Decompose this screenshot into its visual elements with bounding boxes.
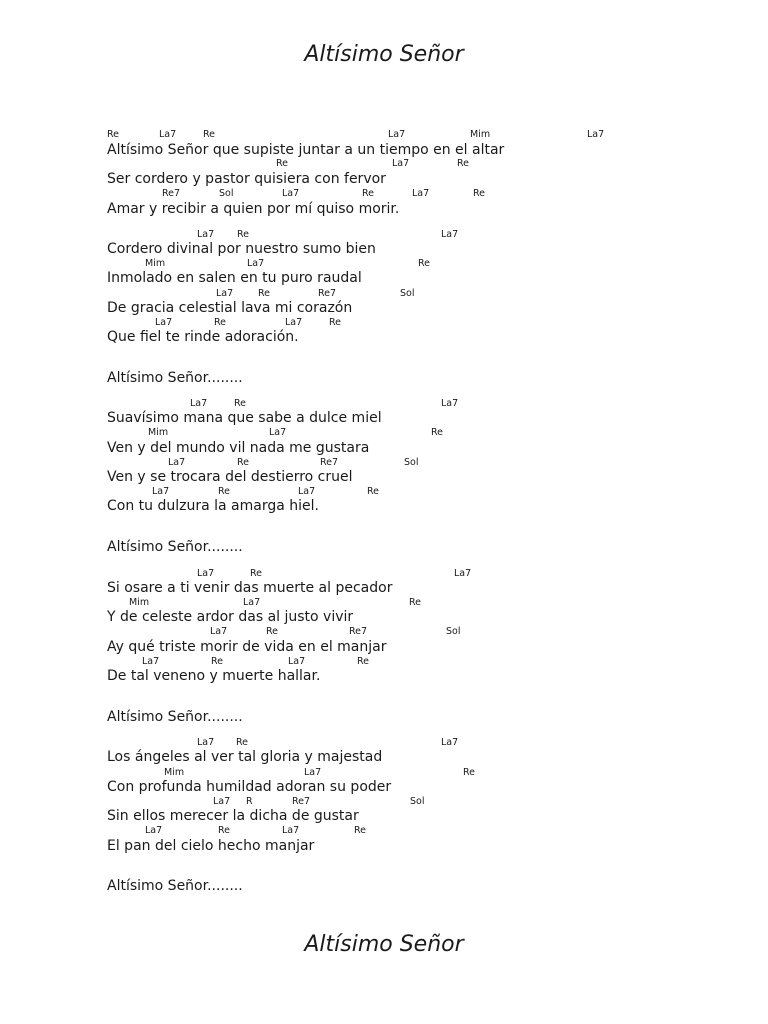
chord: Re (234, 398, 247, 409)
lyric-line: Inmolado en salen en tu puro raudal (107, 270, 362, 286)
chorus-reference: Altísimo Señor........ (107, 878, 243, 894)
chord: La7 (388, 129, 406, 140)
chord: La7 (197, 737, 215, 748)
chord: La7 (168, 457, 186, 468)
chord: Sol (404, 457, 419, 468)
lyric-line: Altísimo Señor que supiste juntar a un tiempo en el altar (107, 142, 505, 158)
lyric-line: Con profunda humildad adoran su poder (107, 779, 392, 795)
chord: La7 (190, 398, 208, 409)
chord: Mim (145, 258, 166, 269)
chord: Re (463, 767, 476, 778)
chord: La7 (392, 158, 410, 169)
chord: Re (211, 656, 224, 667)
chord: La7 (155, 317, 173, 328)
lyric-line: Si osare a ti venir das muerte al pecador (107, 580, 393, 596)
chord: Re (409, 597, 422, 608)
chord: R (246, 796, 253, 807)
chord: La7 (210, 626, 228, 637)
chord: Re (214, 317, 227, 328)
footer-title: Altísimo Señor (304, 932, 464, 957)
chord: Re7 (320, 457, 339, 468)
chord: La7 (441, 229, 459, 240)
chord: Sol (219, 188, 234, 199)
chorus-reference: Altísimo Señor........ (107, 709, 243, 725)
chord: Re (266, 626, 279, 637)
chord: La7 (152, 486, 170, 497)
chord: Sol (446, 626, 461, 637)
chord: La7 (269, 427, 287, 438)
lyric-line: De tal veneno y muerte hallar. (107, 668, 321, 684)
chord: La7 (441, 398, 459, 409)
chord: Re (218, 825, 231, 836)
lyric-line: Ven y se trocara del destierro cruel (107, 469, 353, 485)
chord: La7 (441, 737, 459, 748)
chord: La7 (159, 129, 177, 140)
chord: Re (357, 656, 370, 667)
chord: Re (457, 158, 470, 169)
chord: La7 (247, 258, 265, 269)
chord: Re (250, 568, 263, 579)
chord: La7 (145, 825, 163, 836)
chord: Re (418, 258, 431, 269)
chord: La7 (243, 597, 261, 608)
chord: Re (237, 229, 250, 240)
chord: La7 (288, 656, 306, 667)
chord: La7 (298, 486, 316, 497)
chord: Re (258, 288, 271, 299)
chord: Re7 (318, 288, 337, 299)
chord: Sol (410, 796, 425, 807)
chord: Re (236, 737, 249, 748)
page-title: Altísimo Señor (304, 42, 464, 67)
chord: Mim (164, 767, 185, 778)
lyric-line: Los ángeles al ver tal gloria y majestad (107, 749, 383, 765)
chord: Re (473, 188, 486, 199)
chord: Sol (400, 288, 415, 299)
chord: Re (237, 457, 250, 468)
lyric-line: Amar y recibir a quien por mí quiso morir. (107, 201, 400, 217)
chord: La7 (285, 317, 303, 328)
chord: Re (354, 825, 367, 836)
lyric-line: Con tu dulzura la amarga hiel. (107, 498, 319, 514)
lyric-line: Ven y del mundo vil nada me gustara (107, 440, 370, 456)
chord: La7 (213, 796, 231, 807)
lyric-line: Ser cordero y pastor quisiera con fervor (107, 171, 386, 187)
chord: Re (218, 486, 231, 497)
chord: La7 (197, 229, 215, 240)
chord: Mim (129, 597, 150, 608)
chorus-reference: Altísimo Señor........ (107, 370, 243, 386)
lyric-line: Cordero divinal por nuestro sumo bien (107, 241, 376, 257)
chord: La7 (587, 129, 605, 140)
lyric-line: El pan del cielo hecho manjar (107, 838, 315, 854)
chord: Mim (148, 427, 169, 438)
chord: Re (107, 129, 120, 140)
chord: Mim (470, 129, 491, 140)
lyric-line: Suavísimo mana que sabe a dulce miel (107, 410, 382, 426)
lyric-line: Y de celeste ardor das al justo vivir (107, 609, 354, 625)
chord: La7 (282, 188, 300, 199)
chord: Re7 (162, 188, 181, 199)
chord: Re (203, 129, 216, 140)
lyric-line: Que fiel te rinde adoración. (107, 329, 299, 345)
lyric-line: Ay qué triste morir de vida en el manjar (107, 639, 387, 655)
chord: Re (329, 317, 342, 328)
chord: Re7 (292, 796, 311, 807)
chord: La7 (282, 825, 300, 836)
chord: Re7 (349, 626, 368, 637)
chord: Re (276, 158, 289, 169)
chord: Re (362, 188, 375, 199)
chord: Re (431, 427, 444, 438)
chord: La7 (216, 288, 234, 299)
chorus-reference: Altísimo Señor........ (107, 539, 243, 555)
lyric-line: De gracia celestial lava mi corazón (107, 300, 353, 316)
chord: La7 (412, 188, 430, 199)
chord: La7 (142, 656, 160, 667)
chord: La7 (454, 568, 472, 579)
lyric-line: Sin ellos merecer la dicha de gustar (107, 808, 359, 824)
chord: La7 (197, 568, 215, 579)
chord: La7 (304, 767, 322, 778)
chord: Re (367, 486, 380, 497)
